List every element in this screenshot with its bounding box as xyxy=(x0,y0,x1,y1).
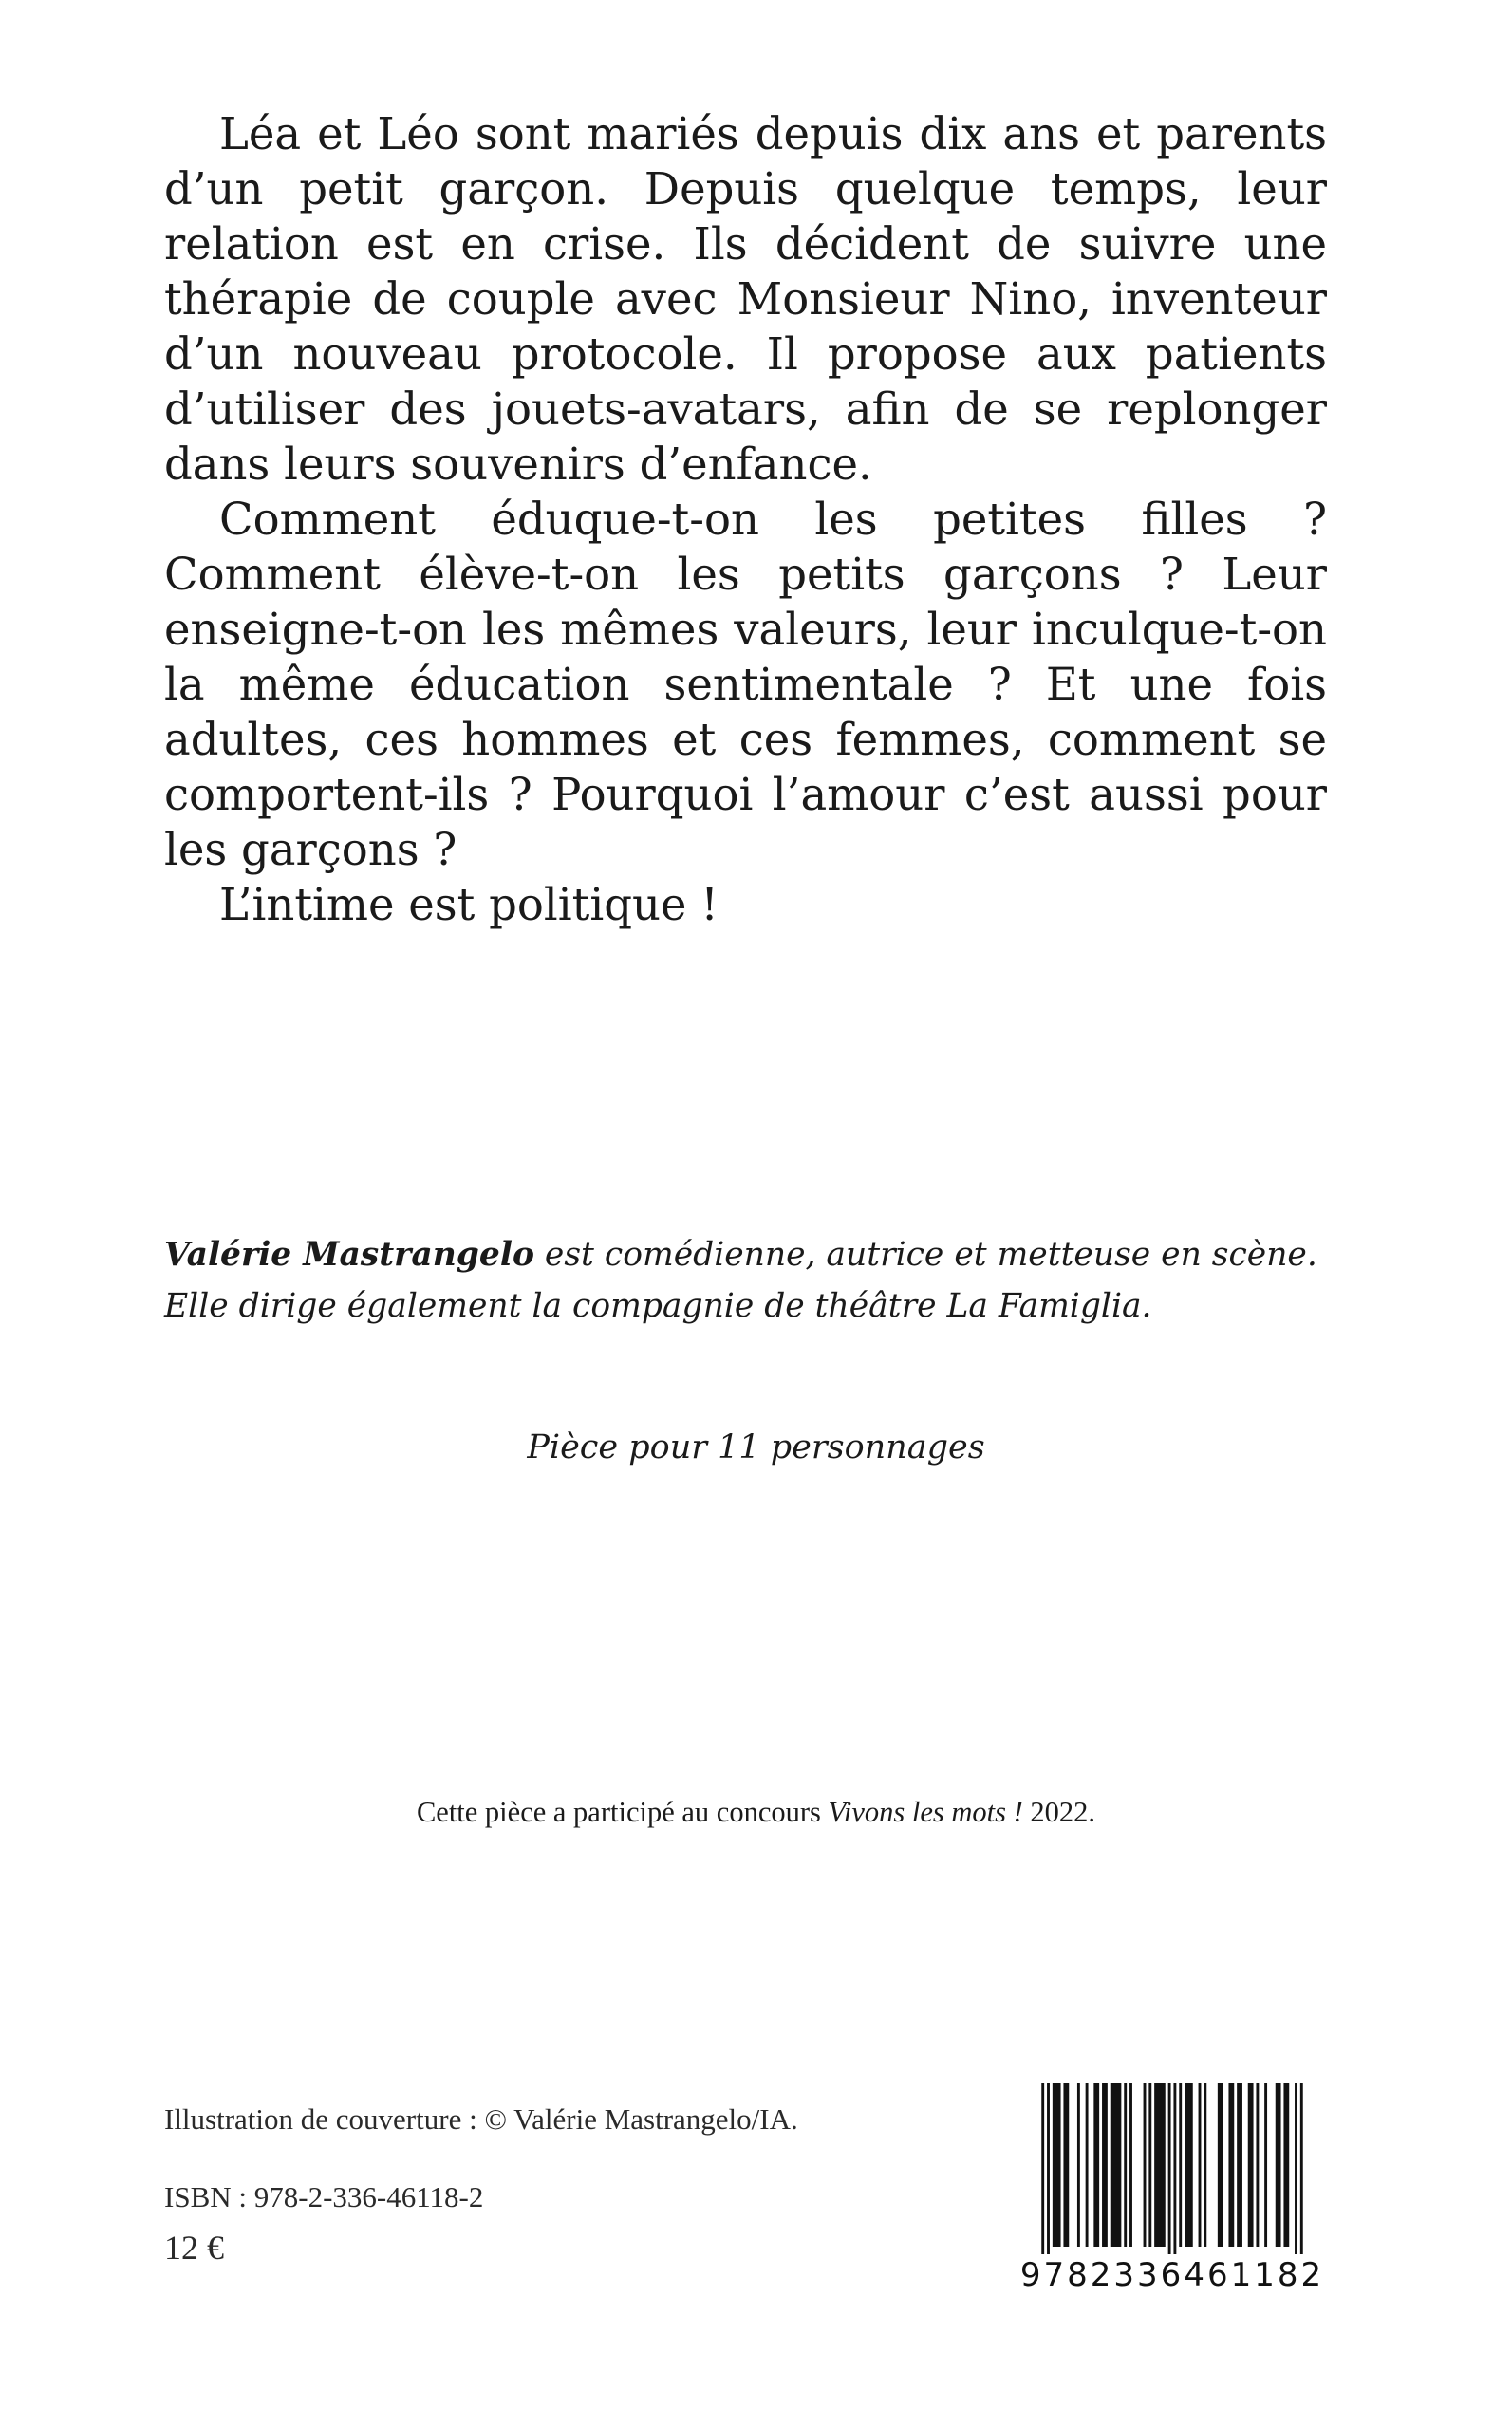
barcode-bar xyxy=(1276,2083,1281,2247)
barcode-bar xyxy=(1237,2083,1242,2247)
synopsis xyxy=(164,106,1327,932)
price: 12 € xyxy=(164,2229,224,2267)
barcode-bar xyxy=(1264,2083,1267,2247)
cover-credit: Illustration de couverture : © Valérie Mastrangelo/IA. xyxy=(164,2102,798,2136)
author-bio xyxy=(164,1229,1351,1332)
barcode-bar xyxy=(1111,2083,1122,2247)
barcode-bar xyxy=(1256,2083,1259,2247)
contest-name: Vivons les mots ! xyxy=(828,1796,1023,1828)
barcode-bar xyxy=(1086,2083,1089,2247)
barcode-bar xyxy=(1093,2083,1099,2247)
barcode-bar xyxy=(1199,2083,1202,2247)
barcode-guard-bar xyxy=(1300,2083,1303,2254)
contest-suffix: 2022. xyxy=(1022,1796,1096,1828)
barcode-bar xyxy=(1228,2083,1234,2247)
barcode-guard-bar xyxy=(1295,2083,1297,2254)
contest-prefix: Cette pièce a participé au concours xyxy=(416,1796,829,1828)
barcode-bar xyxy=(1179,2083,1182,2247)
barcode-bar xyxy=(1053,2083,1061,2247)
isbn: ISBN : 978-2-336-46118-2 xyxy=(164,2180,484,2213)
barcode-bar xyxy=(1204,2083,1206,2247)
barcode-guard-bar xyxy=(1041,2083,1044,2254)
author-bio-line-2: Elle dirige également la compagnie de théâtre La Famiglia. xyxy=(164,1287,1152,1325)
barcode-bar xyxy=(1154,2083,1166,2247)
contest-note xyxy=(0,1791,1512,1833)
synopsis-paragraph-3: L’intime est politique ! xyxy=(219,879,719,930)
author-bio-line-1 xyxy=(164,1229,1351,1280)
barcode-bars xyxy=(1016,2083,1329,2254)
barcode-bar xyxy=(1283,2083,1289,2247)
barcode-digits: 9782336461182 xyxy=(1019,2256,1325,2294)
author-name: Valérie Mastrangelo xyxy=(164,1236,534,1274)
barcode-bar xyxy=(1063,2083,1069,2247)
barcode-bar xyxy=(1185,2083,1193,2247)
barcode-bar xyxy=(1124,2083,1127,2247)
barcode-bar xyxy=(1144,2083,1147,2247)
author-bio-text-1: est comédienne, autrice et metteuse en scène. xyxy=(533,1236,1317,1274)
synopsis-paragraph-1: Léa et Léo sont mariés depuis dix ans et parents d’un petit garçon. Depuis quelque temps, leur relation est en crise. Ils décident de suivre une thérapie de couple avec Monsieur Nino, inventeur d’un nouveau protocole. Il propose aux patients d’utiliser des jouets-avatars, afin de se replonger dans leurs souvenirs d’enfance. xyxy=(164,108,1327,490)
barcode xyxy=(1016,2083,1329,2302)
barcode-bar xyxy=(1077,2083,1080,2247)
barcode-guard-bar xyxy=(1168,2083,1171,2254)
cast-note: Pièce pour 11 personnages xyxy=(527,1429,985,1466)
barcode-bar xyxy=(1148,2083,1151,2247)
synopsis-paragraph-2: Comment éduque-t-on les petites filles ? Comment élève-t-on les petits garçons ? Leur enseigne-t-on les mêmes valeurs, leur inculque-t-on la même éducation sentimentale ? Et une fois adultes, ces hommes et ces femmes, comment se comportent-ils ? Pourquoi l’amour c’est aussi pour les garçons ? xyxy=(164,494,1327,875)
barcode-guard-bar xyxy=(1047,2083,1050,2254)
barcode-guard-bar xyxy=(1173,2083,1176,2254)
barcode-bar xyxy=(1218,2083,1223,2247)
barcode-bar xyxy=(1102,2083,1108,2247)
barcode-bar xyxy=(1248,2083,1254,2247)
barcode-bar xyxy=(1129,2083,1132,2247)
